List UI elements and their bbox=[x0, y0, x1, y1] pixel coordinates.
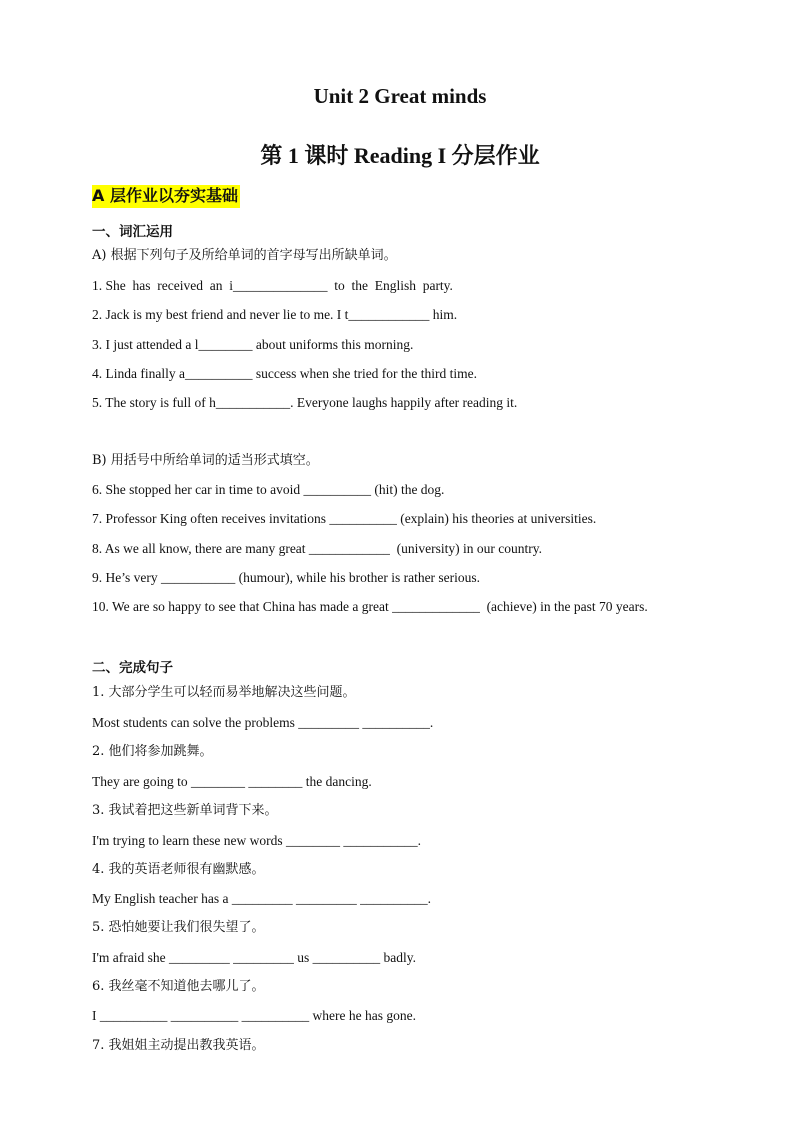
form-item-10: 10. We are so happy to see that China has made a great _____________ (achieve) in the past 70 years. bbox=[92, 599, 648, 614]
sentence-2-cn: 2. 他们将参加跳舞。 bbox=[92, 744, 213, 759]
sentence-1-en: Most students can solve the problems _________ __________. bbox=[92, 715, 434, 730]
vocab-item-2: 2. Jack is my best friend and never lie to me. I t____________ him. bbox=[92, 307, 458, 322]
unit-title: Unit 2 Great minds bbox=[313, 84, 487, 108]
sentence-6-cn: 6. 我丝毫不知道他去哪儿了。 bbox=[92, 979, 265, 994]
vocab-item-5: 5. The story is full of h___________. Everyone laughs happily after reading it. bbox=[92, 395, 518, 410]
level-a-label: A 层作业以夯实基础 bbox=[92, 185, 240, 208]
form-item-9: 9. He’s very ___________ (humour), while his brother is rather serious. bbox=[92, 570, 481, 585]
sentence-4-en: My English teacher has a _________ _________ __________. bbox=[92, 891, 431, 906]
vocab-item-1: 1. She has received an i______________ to the English party. bbox=[92, 278, 453, 293]
vocab-item-4: 4. Linda finally a__________ success when she tried for the third time. bbox=[92, 366, 478, 381]
sentence-7-cn: 7. 我姐姐主动提出教我英语。 bbox=[92, 1038, 265, 1053]
form-item-6: 6. She stopped her car in time to avoid __________ (hit) the dog. bbox=[92, 482, 445, 497]
sentence-4-cn: 4. 我的英语老师很有幽默感。 bbox=[92, 862, 265, 877]
part-b-instruction: B) 用括号中所给单词的适当形式填空。 bbox=[92, 453, 319, 468]
sentence-1-cn: 1. 大部分学生可以轻而易举地解决这些问题。 bbox=[92, 685, 356, 700]
lesson-title: 第 1 课时 Reading I 分层作业 bbox=[260, 143, 540, 168]
sentence-3-cn: 3. 我试着把这些新单词背下来。 bbox=[92, 803, 278, 818]
sentence-3-en: I'm trying to learn these new words ________ ___________. bbox=[92, 833, 422, 848]
section-2-heading: 二、完成句子 bbox=[92, 660, 173, 676]
sentence-5-en: I'm afraid she _________ _________ us __________ badly. bbox=[92, 950, 417, 965]
section-1-heading: 一、词汇运用 bbox=[92, 224, 173, 240]
form-item-7: 7. Professor King often receives invitations __________ (explain) his theories at universities. bbox=[92, 511, 597, 526]
sentence-6-en: I __________ __________ __________ where he has gone. bbox=[92, 1008, 416, 1023]
sentence-5-cn: 5. 恐怕她要让我们很失望了。 bbox=[92, 920, 265, 935]
vocab-item-3: 3. I just attended a l________ about uniforms this morning. bbox=[92, 337, 414, 352]
part-a-instruction: A) 根据下列句子及所给单词的首字母写出所缺单词。 bbox=[92, 248, 397, 263]
form-item-8: 8. As we all know, there are many great ____________ (university) in our country. bbox=[92, 541, 543, 556]
sentence-2-en: They are going to ________ ________ the dancing. bbox=[92, 774, 372, 789]
